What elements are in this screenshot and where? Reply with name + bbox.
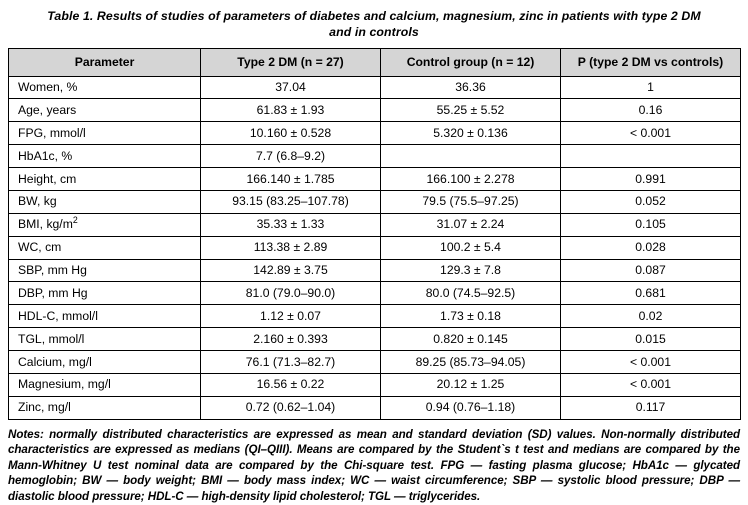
table-row — [9, 282, 741, 305]
table-row — [9, 396, 741, 419]
table-row — [9, 99, 741, 122]
table-cell: 7.7 (6.8–9.2) — [201, 145, 381, 168]
table-cell: 10.160 ± 0.528 — [201, 122, 381, 145]
table-cell: 36.36 — [381, 76, 561, 99]
table-body — [9, 76, 741, 419]
row-label: Calcium, mg/l — [9, 351, 201, 374]
table-cell: 0.820 ± 0.145 — [381, 328, 561, 351]
table-cell: 0.72 (0.62–1.04) — [201, 396, 381, 419]
column-header-parameter: Parameter — [9, 48, 201, 76]
table-row — [9, 190, 741, 213]
table-row — [9, 76, 741, 99]
table-row — [9, 328, 741, 351]
table-cell: 166.140 ± 1.785 — [201, 168, 381, 191]
table-cell: 0.087 — [561, 259, 741, 282]
table-cell: 142.89 ± 3.75 — [201, 259, 381, 282]
table-cell: 100.2 ± 5.4 — [381, 236, 561, 259]
table-cell: 0.015 — [561, 328, 741, 351]
table-row — [9, 351, 741, 374]
table-row — [9, 305, 741, 328]
row-label: WC, cm — [9, 236, 201, 259]
table-row — [9, 236, 741, 259]
column-header-type2dm: Type 2 DM (n = 27) — [201, 48, 381, 76]
row-label: Magnesium, mg/l — [9, 373, 201, 396]
column-header-control: Control group (n = 12) — [381, 48, 561, 76]
table-cell: 5.320 ± 0.136 — [381, 122, 561, 145]
table-cell: 20.12 ± 1.25 — [381, 373, 561, 396]
table-cell: 89.25 (85.73–94.05) — [381, 351, 561, 374]
row-label: HbA1c, % — [9, 145, 201, 168]
table-cell: 35.33 ± 1.33 — [201, 213, 381, 236]
table-cell: < 0.001 — [561, 122, 741, 145]
table-cell: 1.12 ± 0.07 — [201, 305, 381, 328]
table-row — [9, 259, 741, 282]
table-cell: 0.028 — [561, 236, 741, 259]
table-notes: Notes: normally distributed characteristics are expressed as mean and standard deviation (SD) values. Non-normally distributed characteristics are expressed as medians (QI–QIII). Means are compared by the Student`s t test and medians are compared by the Mann-Whitney U test nominal data are compared by the Chi-square test. FPG — fasting plasma glucose; HbA1c — glycated hemoglobin; BW — body weight; BMI — body mass index; WC — waist circumference; SBP — systolic blood pressure; DBP — diastolic blood pressure; HDL-C — high-density lipid cholesterol; TGL — triglycerides. — [8, 427, 740, 504]
table-cell: 2.160 ± 0.393 — [201, 328, 381, 351]
table-cell: 81.0 (79.0–90.0) — [201, 282, 381, 305]
row-label: Zinc, mg/l — [9, 396, 201, 419]
table-cell: 0.991 — [561, 168, 741, 191]
table-cell: 0.94 (0.76–1.18) — [381, 396, 561, 419]
table-cell: 129.3 ± 7.8 — [381, 259, 561, 282]
table-cell: 1.73 ± 0.18 — [381, 305, 561, 328]
table-cell — [381, 145, 561, 168]
table-caption: Table 1. Results of studies of parameters of diabetes and calcium, magnesium, zinc in patients with type 2 DM and in controls — [47, 9, 701, 40]
table-cell: 0.117 — [561, 396, 741, 419]
table-cell: 80.0 (74.5–92.5) — [381, 282, 561, 305]
table-header-row — [9, 48, 741, 76]
table-cell: 0.052 — [561, 190, 741, 213]
table-cell: 0.105 — [561, 213, 741, 236]
results-table — [8, 48, 741, 420]
table-cell: 79.5 (75.5–97.25) — [381, 190, 561, 213]
row-label: BMI, $kg/m^2$ — [9, 213, 201, 236]
row-label: HDL-C, mmol/l — [9, 305, 201, 328]
table-cell: 113.38 ± 2.89 — [201, 236, 381, 259]
row-label: Women, % — [9, 76, 201, 99]
table-row — [9, 213, 741, 236]
table-row — [9, 145, 741, 168]
table-cell: 0.681 — [561, 282, 741, 305]
table-row — [9, 168, 741, 191]
table-cell: 76.1 (71.3–82.7) — [201, 351, 381, 374]
row-label: Height, cm — [9, 168, 201, 191]
table-cell: 1 — [561, 76, 741, 99]
table-header — [9, 48, 741, 76]
table-cell: < 0.001 — [561, 373, 741, 396]
table-row — [9, 122, 741, 145]
table-cell: < 0.001 — [561, 351, 741, 374]
table-cell: 61.83 ± 1.93 — [201, 99, 381, 122]
table-cell: 166.100 ± 2.278 — [381, 168, 561, 191]
table-cell: 37.04 — [201, 76, 381, 99]
table-cell — [561, 145, 741, 168]
row-label: TGL, mmol/l — [9, 328, 201, 351]
table-cell: 31.07 ± 2.24 — [381, 213, 561, 236]
table-cell: 93.15 (83.25–107.78) — [201, 190, 381, 213]
table-row — [9, 373, 741, 396]
table-cell: 0.02 — [561, 305, 741, 328]
table-cell: 0.16 — [561, 99, 741, 122]
table-cell: 55.25 ± 5.52 — [381, 99, 561, 122]
row-label: SBP, mm Hg — [9, 259, 201, 282]
column-header-pvalue: P (type 2 DM vs controls) — [561, 48, 741, 76]
row-label: FPG, mmol/l — [9, 122, 201, 145]
row-label: BW, kg — [9, 190, 201, 213]
row-label: Age, years — [9, 99, 201, 122]
table-cell: 16.56 ± 0.22 — [201, 373, 381, 396]
row-label: DBP, mm Hg — [9, 282, 201, 305]
